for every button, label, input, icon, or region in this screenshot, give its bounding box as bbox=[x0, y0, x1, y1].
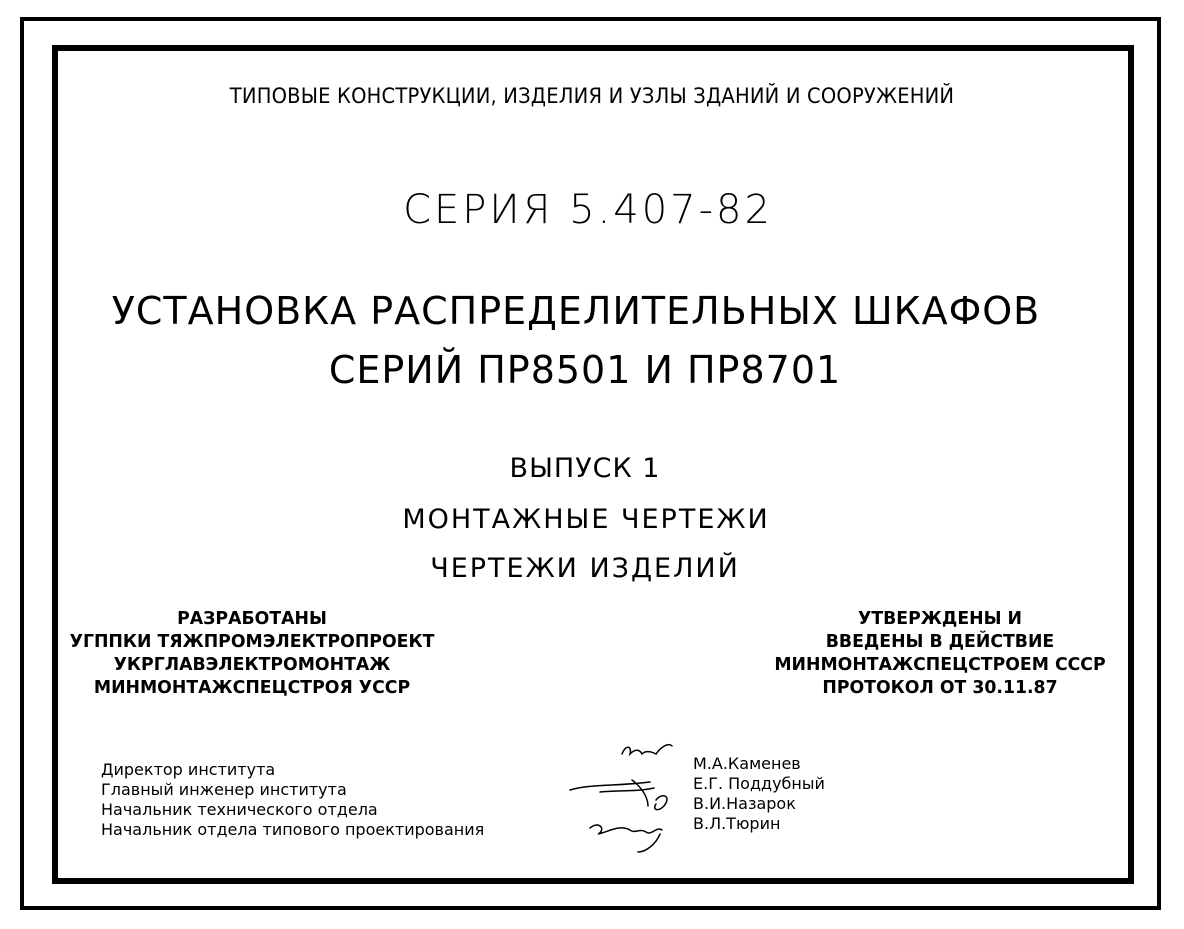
name-chief-engineer: Е.Г. Поддубный bbox=[693, 774, 825, 793]
series-number: СЕРИЯ 5.407-82 bbox=[403, 187, 773, 233]
title-line-1: УСТАНОВКА РАСПРЕДЕЛИТЕЛЬНЫХ ШКАФОВ bbox=[111, 289, 1041, 333]
title-line-2: СЕРИЙ ПР8501 И ПР8701 bbox=[328, 348, 842, 392]
approved-line: ПРОТОКОЛ ОТ 30.11.87 bbox=[822, 677, 1058, 698]
role-chief-engineer: Главный инженер института bbox=[101, 780, 347, 799]
name-director: М.А.Каменев bbox=[693, 754, 801, 773]
developed-line: УКРГЛАВЭЛЕКТРОМОНТАЖ bbox=[113, 654, 391, 675]
role-technical-head: Начальник технического отдела bbox=[101, 800, 378, 819]
developed-line: МИНМОНТАЖСПЕЦСТРОЯ УССР bbox=[93, 677, 411, 698]
developed-line: УГППКИ ТЯЖПРОМЭЛЕКТРОПРОЕКТ bbox=[69, 631, 435, 652]
role-director: Директор института bbox=[101, 760, 276, 779]
signatory-roles bbox=[101, 760, 484, 840]
approved-line: МИНМОНТАЖСПЕЦСТРОЕМ СССР bbox=[774, 654, 1106, 675]
approved-heading: УТВЕРЖДЕНЫ И bbox=[858, 608, 1022, 629]
developed-heading: РАЗРАБОТАНЫ bbox=[177, 608, 327, 629]
name-technical-head: В.И.Назарок bbox=[693, 794, 796, 813]
signatory-names bbox=[693, 754, 825, 834]
name-standard-design-head: В.Л.Тюрин bbox=[693, 814, 781, 833]
role-standard-design-head: Начальник отдела типового проектирования bbox=[101, 820, 485, 839]
document-header: ТИПОВЫЕ КОНСТРУКЦИИ, ИЗДЕЛИЯ И УЗЛЫ ЗДАНИЙ И СООРУЖЕНИЙ bbox=[229, 84, 955, 108]
subtitle-assembly-drawings: МОНТАЖНЫЕ ЧЕРТЕЖИ bbox=[402, 504, 770, 535]
approved-line: ВВЕДЕНЫ В ДЕЙСТВИЕ bbox=[825, 631, 1055, 652]
issue-number: ВЫПУСК 1 bbox=[509, 453, 661, 484]
subtitle-product-drawings: ЧЕРТЕЖИ ИЗДЕЛИЙ bbox=[430, 553, 740, 584]
developed-by-block bbox=[60, 607, 444, 699]
approved-by-block bbox=[760, 607, 1120, 699]
handwritten-signatures bbox=[560, 740, 690, 870]
